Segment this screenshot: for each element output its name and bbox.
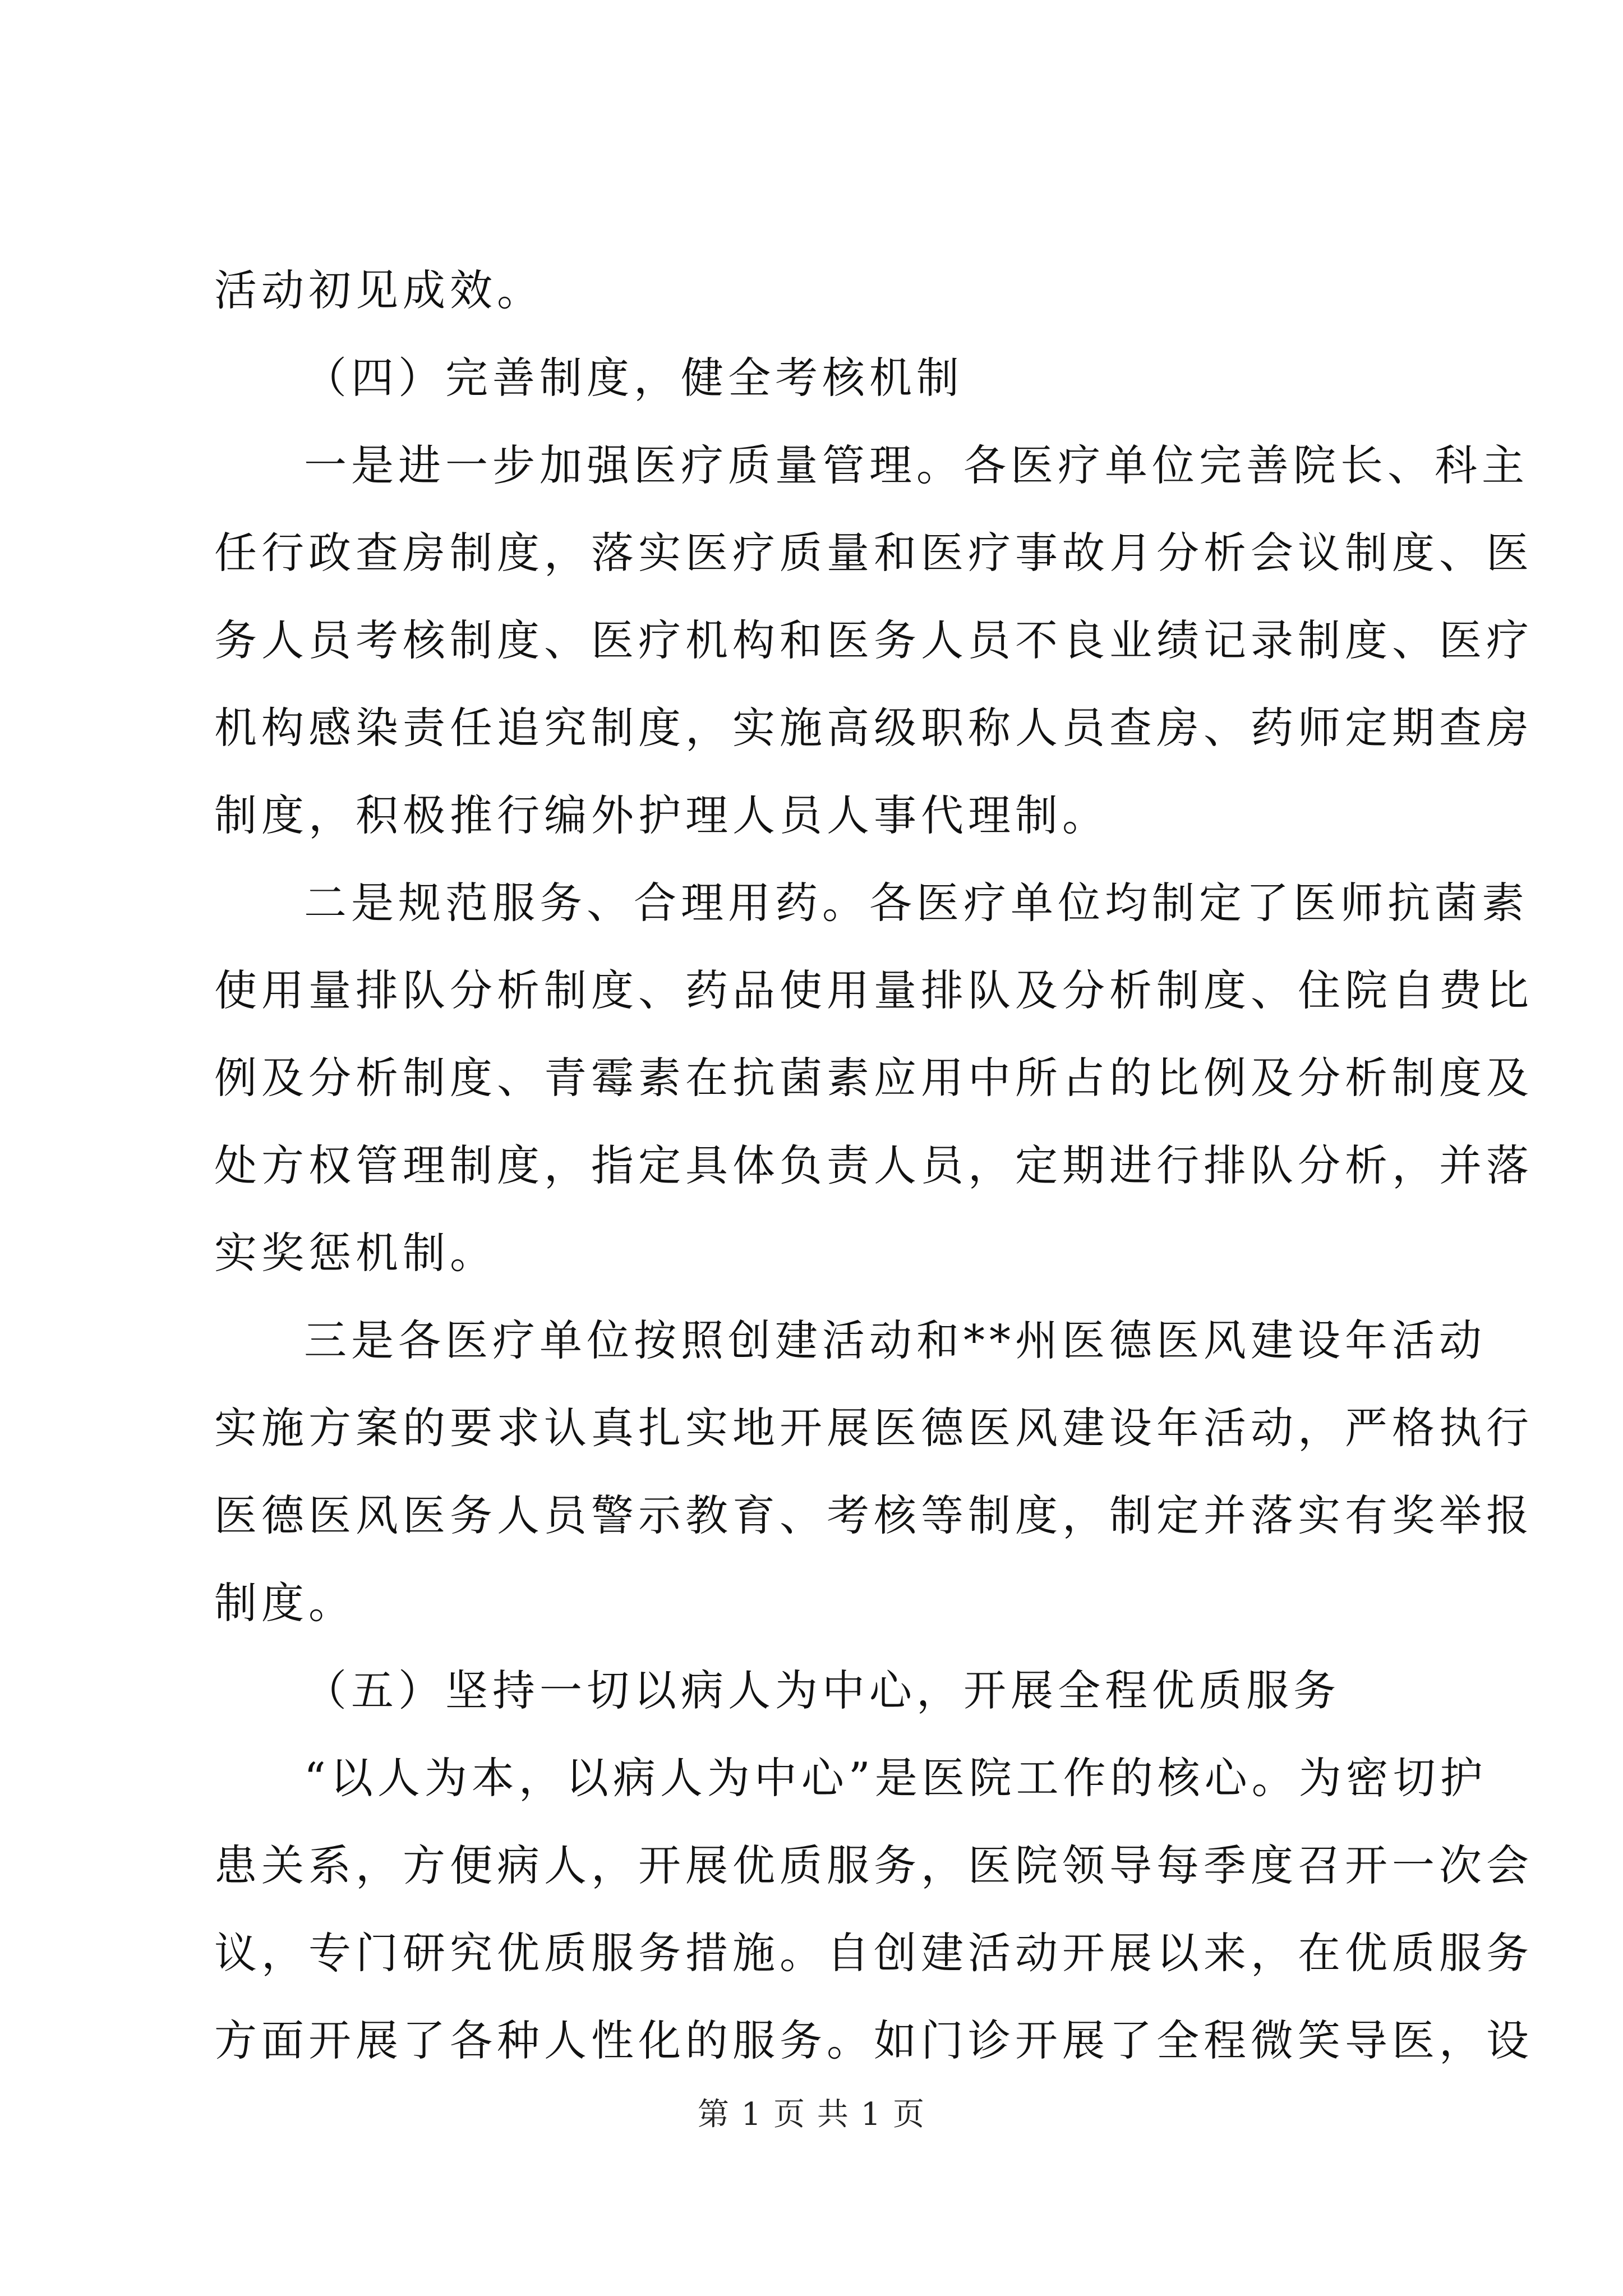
body-line: 议，专门研究优质服务措施。自创建活动开展以来，在优质服务 [214,1928,1533,1978]
body-line: 务人员考核制度、医疗机构和医务人员不良业绩记录制度、医疗 [214,615,1533,665]
body-line: 机构感染责任追究制度，实施高级职称人员查房、药师定期查房 [214,703,1533,753]
body-line: 方面开展了各种人性化的服务。如门诊开展了全程微笑导医，设 [214,2016,1533,2065]
paragraph-first-line: 二是规范服务、合理用药。各医疗单位均制定了医师抗菌素 [304,878,1529,928]
body-line: 医德医风医务人员警示教育、考核等制度，制定并落实有奖举报 [214,1490,1533,1540]
paragraph-first-line: 三是各医疗单位按照创建活动和**州医德医风建设年活动 [304,1315,1486,1365]
body-line: 制度，积极推行编外护理人员人事代理制。 [214,790,1109,840]
section-heading: （四）完善制度，健全考核机制 [304,353,963,403]
paragraph-first-line: “以人为本，以病人为中心”是医院工作的核心。为密切护 [304,1753,1487,1803]
paragraph-first-line: 一是进一步加强医疗质量管理。各医疗单位完善院长、科主 [304,440,1529,490]
body-line: 制度。 [214,1578,356,1628]
body-line: 患关系，方便病人，开展优质服务，医院领导每季度召开一次会 [214,1841,1533,1890]
body-line: 实施方案的要求认真扎实地开展医德医风建设年活动，严格执行 [214,1403,1533,1453]
body-line: 实奖惩机制。 [214,1228,497,1278]
section-heading: （五）坚持一切以病人为中心，开展全程优质服务 [304,1665,1340,1715]
body-line: 例及分析制度、青霉素在抗菌素应用中所占的比例及分析制度及 [214,1053,1533,1103]
document-body [214,247,1533,2085]
body-line: 活动初见成效。 [214,265,544,315]
body-line: 使用量排队分析制度、药品使用量排队及分析制度、住院自费比 [214,965,1533,1015]
body-line: 任行政查房制度，落实医疗质量和医疗事故月分析会议制度、医 [214,528,1533,578]
body-line: 处方权管理制度，指定具体负责人员，定期进行排队分析，并落 [214,1140,1533,1190]
page-number-footer: 第 1 页 共 1 页 [697,2096,926,2133]
